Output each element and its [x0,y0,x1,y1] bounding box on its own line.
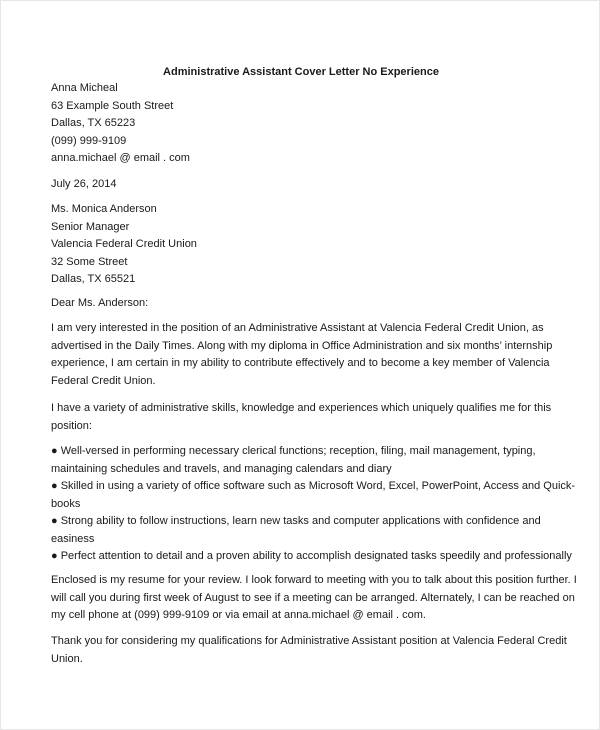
paragraph-line: my cell phone at (099) 999-9109 or via email at anna.michael @ email . com. [51,609,426,621]
document-title: Administrative Assistant Cover Letter No Experience [163,66,439,78]
sender-address [51,80,561,168]
recipient-address [51,201,561,289]
list-item-line: ● Well-versed in performing necessary clerical functions; reception, filing, mail management, typing, [51,445,536,457]
list-item-line: maintaining schedules and travels, and managing calendars and diary [51,462,392,475]
recipient-street: 32 Some Street [51,255,128,268]
letter-date [51,176,561,194]
list-item-line: ● Strong ability to follow instructions, learn new tasks and computer applications with confidence and [51,515,541,527]
paragraph-line: will call you during first week of August to see if a meeting can be arranged. Alternately, I can be reached on [51,591,575,604]
paragraph-line: advertised in the Daily Times. Along with my diploma in Office Administration and six months’ internship [51,339,553,352]
list-item-line: ● Perfect attention to detail and a proven ability to accomplish designated tasks speedily and professionally [51,550,572,562]
list-item [51,548,572,566]
paragraph-line: Enclosed is my resume for your review. I look forward to meeting with you to talk about this position further. I [51,574,577,586]
skills-list [51,443,576,566]
recipient-title: Senior Manager [51,220,130,233]
sender-phone: (099) 999-9109 [51,134,127,147]
paragraph-intro [51,320,561,390]
recipient-company: Valencia Federal Credit Union [51,238,197,250]
date-text: July 26, 2014 [51,178,117,190]
paragraph-skills [51,400,561,435]
paragraph-closing [51,572,577,625]
recipient-city: Dallas, TX 65521 [51,273,136,285]
paragraph-line: Union. [51,652,83,665]
list-item [51,478,576,513]
recipient-name: Ms. Monica Anderson [51,203,157,215]
list-item [51,513,561,548]
sender-street: 63 Example South Street [51,99,174,112]
list-item-line: books [51,497,81,510]
sender-email: anna.michael @ email . com [51,152,190,164]
paragraph-line: Thank you for considering my qualifications for Administrative Assistant position at Valencia Federal Credit [51,635,567,647]
salutation-text: Dear Ms. Anderson: [51,297,149,309]
list-item [51,443,561,478]
paragraph-line: I am very interested in the position of an Administrative Assistant at Valencia Federal Credit Union, as [51,322,544,334]
sender-name: Anna Micheal [51,82,118,94]
paragraph-thanks [51,633,567,668]
list-item-line: easiness [51,532,95,545]
salutation [51,295,561,313]
paragraph-line: Federal Credit Union. [51,374,156,387]
sender-city: Dallas, TX 65223 [51,117,136,129]
paragraph-line: position: [51,419,92,432]
paragraph-line: experience, I am certain in my ability to contribute effectively and to become a key member of Valencia [51,357,550,369]
paragraph-line: I have a variety of administrative skills, knowledge and experiences which uniquely qualifies me for this [51,402,552,414]
list-item-line: ● Skilled in using a variety of office software such as Microsoft Word, Excel, PowerPoint, Access and Quick- [51,480,576,492]
